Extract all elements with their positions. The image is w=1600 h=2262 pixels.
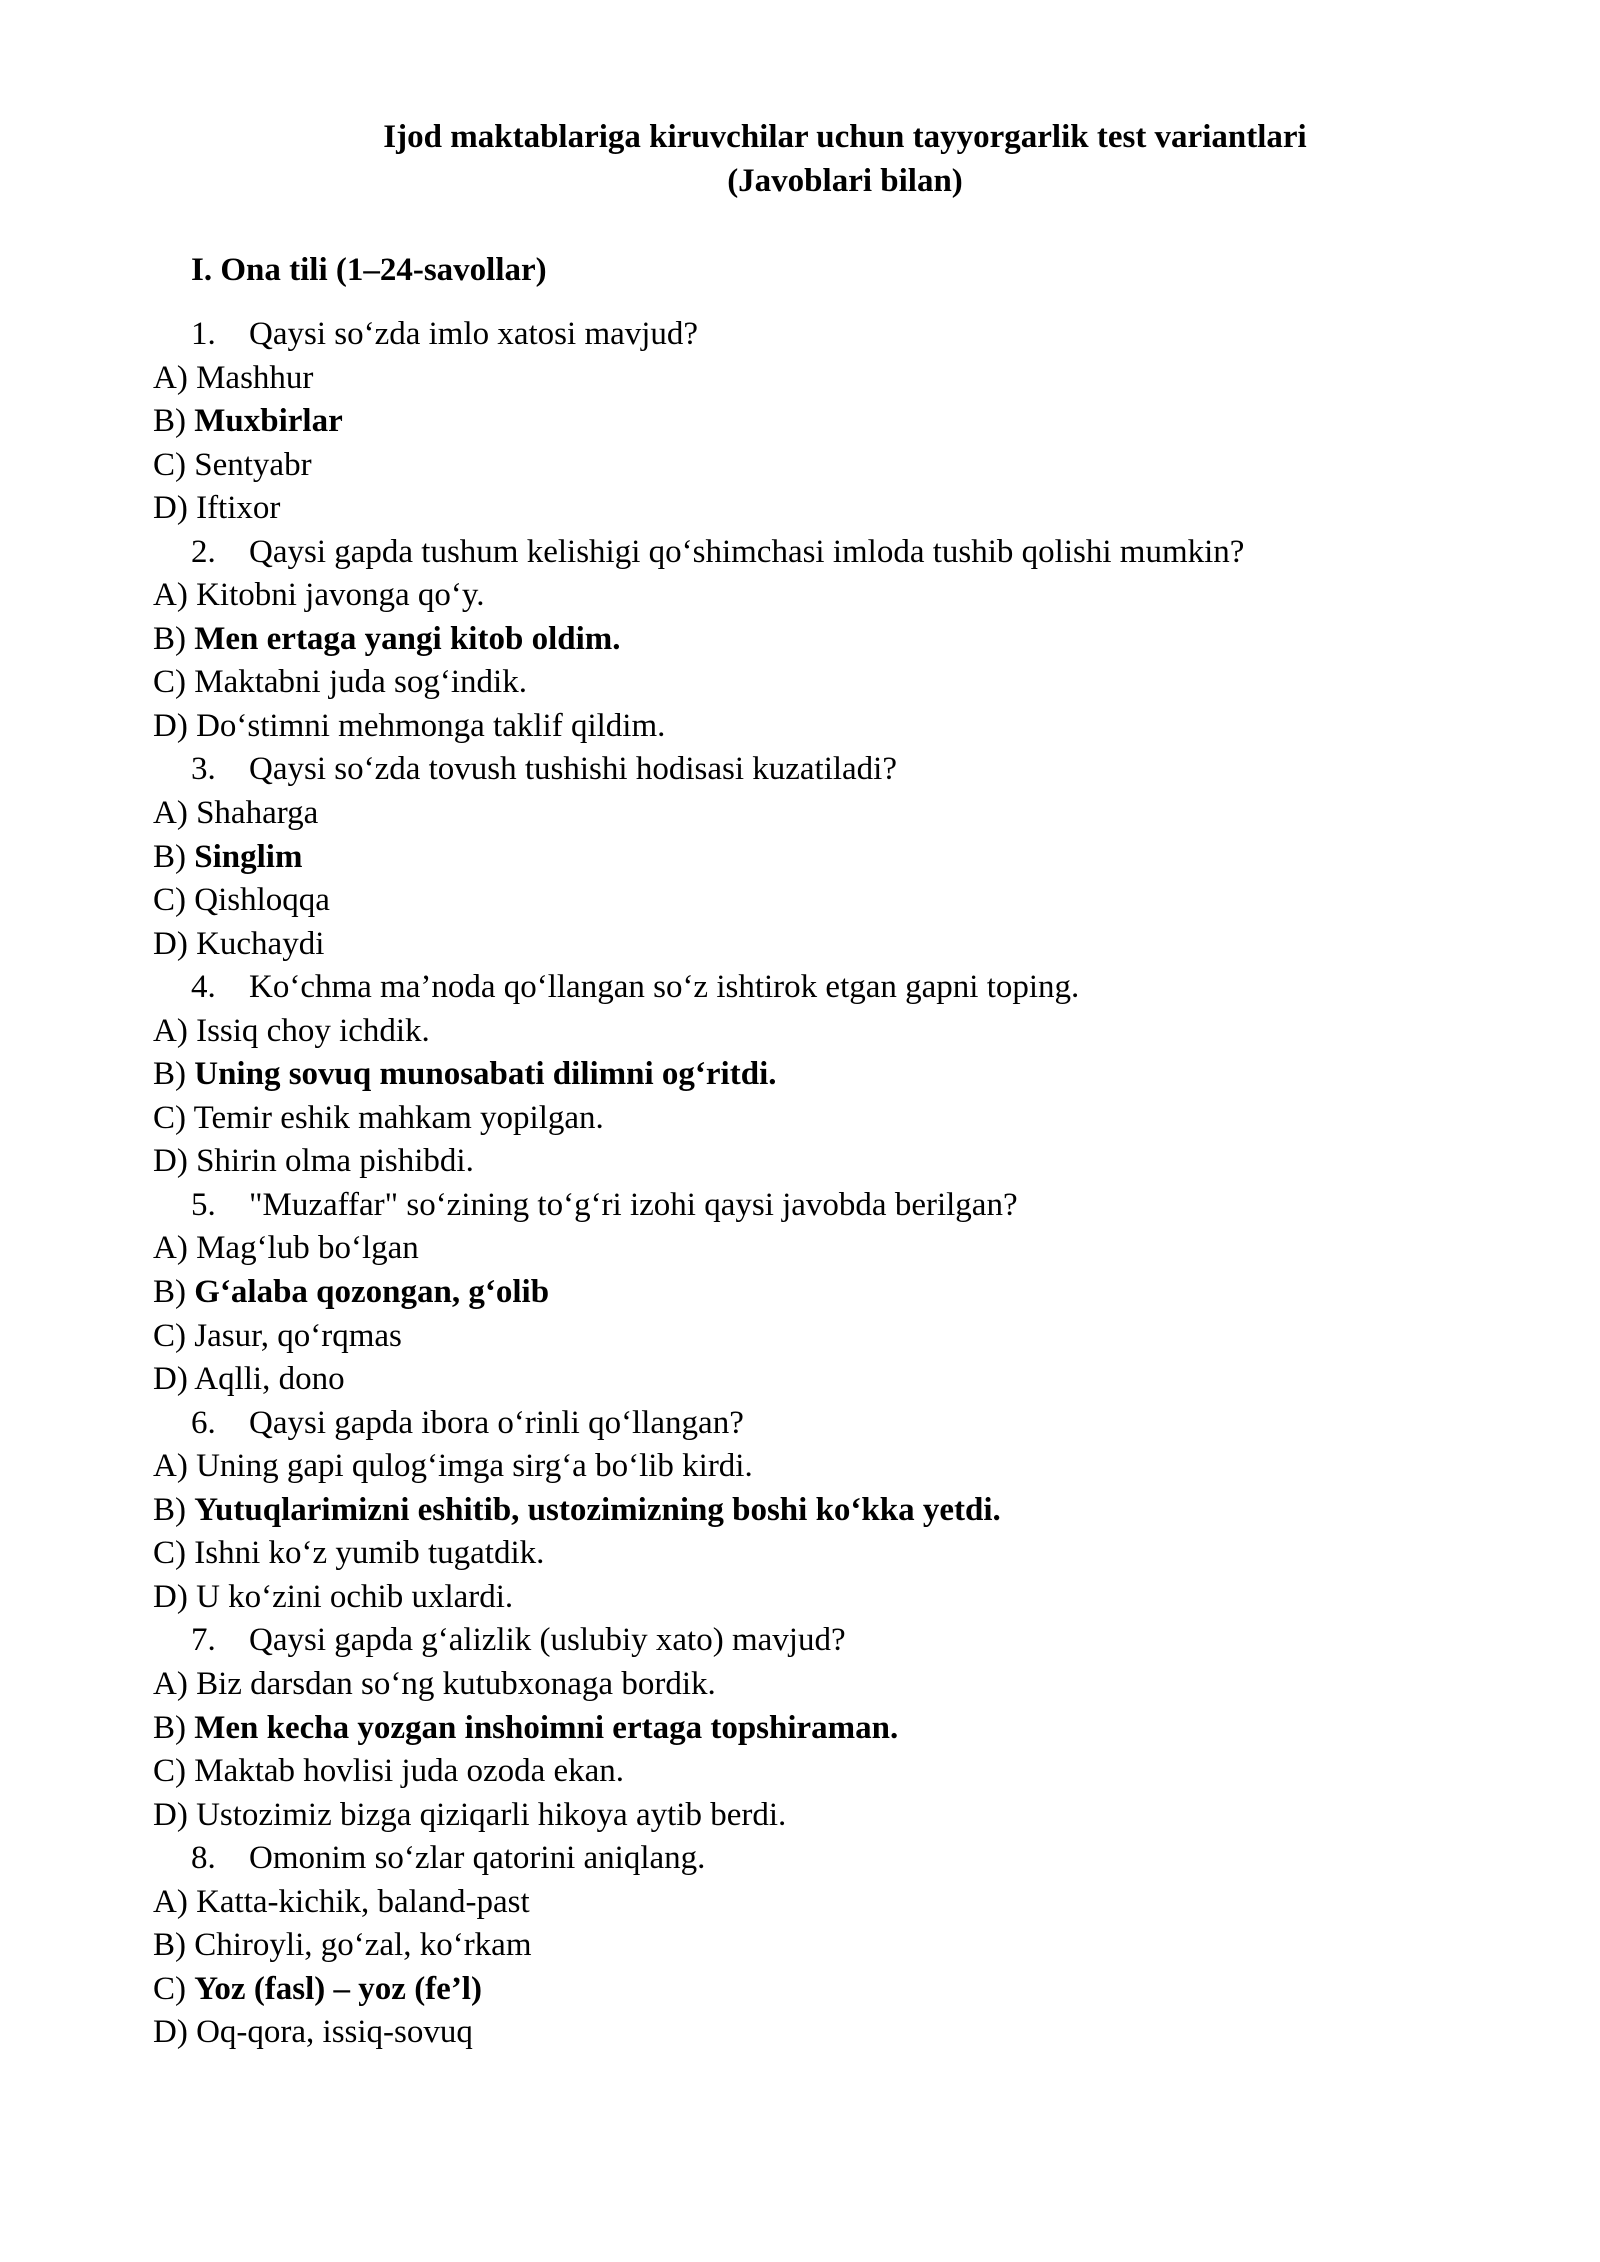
option-text: Oq-qora, issiq-sovuq [196,2014,473,2051]
option-letter: C) [153,446,186,483]
correct-answer-text: G‘alaba qozongan, g‘olib [194,1274,550,1311]
option-letter: D) [153,1361,188,1398]
question-1-option-a [153,357,1453,401]
correct-answer-text: Uning sovuq munosabati dilimni og‘ritdi. [194,1056,777,1093]
question-list [153,313,1453,2055]
question-2-option-a [153,574,1453,618]
option-letter: A) [153,1883,188,1920]
question-8-option-a [153,1881,1453,1925]
option-text: Biz darsdan so‘ng kutubxonaga bordik. [196,1665,716,1702]
question-4-option-c [153,1097,1453,1141]
question-6-option-a [153,1445,1453,1489]
question-2-option-b [153,618,1453,662]
question-text: Qaysi gapda tushum kelishigi qo‘shimchasi imloda tushib qolishi mumkin? [249,533,1245,570]
correct-answer-text: Yutuqlarimizni eshitib, ustozimizning boshi ko‘kka yetdi. [194,1491,1001,1528]
option-text: Uning gapi qulog‘imga sirg‘a bo‘lib kirdi. [196,1448,753,1485]
question-6 [153,1402,1453,1446]
question-1-option-b [153,400,1453,444]
option-letter: A) [153,1230,188,1267]
option-text: Ishni ko‘z yumib tugatdik. [194,1535,545,1572]
correct-answer-text: Yoz (fasl) – yoz (fe’l) [194,1970,482,2007]
option-letter: B) [153,1927,186,1964]
correct-answer-text: Men kecha yozgan inshoimni ertaga topshiraman. [194,1709,899,1746]
question-number: 3. [191,751,216,788]
option-letter: D) [153,707,188,744]
option-letter: A) [153,577,188,614]
option-letter: C) [153,1317,186,1354]
question-text: Qaysi gapda g‘alizlik (uslubiy xato) mavjud? [249,1622,846,1659]
option-letter: C) [153,1099,186,1136]
option-text: Maktab hovlisi juda ozoda ekan. [194,1753,625,1790]
option-text: Mashhur [196,359,314,396]
question-2-option-d [153,705,1453,749]
question-number: 4. [191,969,216,1006]
option-text: Katta-kichik, baland-past [196,1883,530,1920]
question-7 [153,1619,1453,1663]
question-8-option-d [153,2011,1453,2055]
question-1 [153,313,1453,357]
option-text: Jasur, qo‘rqmas [194,1317,402,1354]
question-2-option-c [153,661,1453,705]
option-letter: A) [153,795,188,832]
question-text: Qaysi gapda ibora o‘rinli qo‘llangan? [249,1404,744,1441]
option-letter: C) [153,882,186,919]
option-letter: D) [153,925,188,962]
option-letter: B) [153,1056,186,1093]
option-letter: A) [153,1012,188,1049]
correct-answer-text: Men ertaga yangi kitob oldim. [194,620,621,657]
question-7-option-a [153,1663,1453,1707]
question-8 [153,1837,1453,1881]
question-3-option-d [153,923,1453,967]
question-text: Qaysi so‘zda tovush tushishi hodisasi kuzatiladi? [249,751,897,788]
question-7-option-c [153,1750,1453,1794]
option-letter: B) [153,1491,186,1528]
question-4-option-b [153,1053,1453,1097]
question-4-option-d [153,1140,1453,1184]
option-text: Iftixor [196,490,281,527]
option-text: Sentyabr [194,446,312,483]
question-text: Qaysi so‘zda imlo xatosi mavjud? [249,316,699,352]
question-6-option-d [153,1576,1453,1620]
option-letter: A) [153,1665,188,1702]
question-5-option-b [153,1271,1453,1315]
option-text: Shaharga [196,795,319,832]
option-text: Ustozimiz bizga qiziqarli hikoya aytib berdi. [196,1796,787,1833]
option-text: Do‘stimni mehmonga taklif qildim. [196,707,666,744]
option-text: U ko‘zini ochib uxlardi. [196,1578,514,1615]
option-letter: B) [153,1274,186,1311]
question-number: 5. [191,1186,216,1223]
option-letter: B) [153,838,186,875]
document-title-line-2: (Javoblari bilan) [727,163,963,199]
option-letter: D) [153,1578,188,1615]
option-letter: D) [153,2014,188,2051]
question-text: Ko‘chma ma’noda qo‘llangan so‘z ishtirok etgan gapni toping. [249,969,1080,1006]
question-7-option-d [153,1794,1453,1838]
option-letter: A) [153,359,188,396]
question-8-option-c [153,1968,1453,2012]
option-text: Chiroyli, go‘zal, ko‘rkam [194,1927,532,1964]
question-7-option-b [153,1707,1453,1751]
question-number: 2. [191,533,216,570]
option-letter: D) [153,490,188,527]
correct-answer-text: Singlim [194,838,303,875]
option-letter: B) [153,403,186,440]
option-text: Issiq choy ichdik. [196,1012,430,1049]
option-letter: B) [153,1709,186,1746]
option-text: Maktabni juda sog‘indik. [194,664,527,701]
question-5-option-c [153,1315,1453,1359]
option-letter: A) [153,1448,188,1485]
option-letter: C) [153,1753,186,1790]
option-letter: C) [153,1970,186,2007]
question-3 [153,748,1453,792]
option-letter: D) [153,1143,188,1180]
question-6-option-c [153,1532,1453,1576]
document-title [300,115,1390,203]
option-text: Kitobni javonga qo‘y. [196,577,485,614]
question-1-option-c [153,444,1453,488]
correct-answer-text: Muxbirlar [194,403,343,440]
option-letter: C) [153,664,186,701]
question-5-option-a [153,1227,1453,1271]
document-title-line-1: Ijod maktablariga kiruvchilar uchun tayyorgarlik test variantlari [383,119,1307,155]
option-text: Mag‘lub bo‘lgan [196,1230,419,1267]
option-text: Temir eshik mahkam yopilgan. [193,1099,604,1136]
question-number: 1. [191,316,216,352]
question-3-option-c [153,879,1453,923]
option-letter: D) [153,1796,188,1833]
question-1-option-d [153,487,1453,531]
question-number: 7. [191,1622,216,1659]
question-number: 6. [191,1404,216,1441]
section-heading: I. Ona tili (1–24-savollar) [191,252,547,288]
question-4-option-a [153,1010,1453,1054]
question-6-option-b [153,1489,1453,1533]
option-text: Aqlli, dono [194,1361,345,1398]
option-text: Qishloqqa [194,882,330,919]
question-2 [153,531,1453,575]
option-text: Kuchaydi [196,925,325,962]
option-text: Shirin olma pishibdi. [196,1143,474,1180]
question-text: "Muzaffar" so‘zining to‘g‘ri izohi qaysi javobda berilgan? [249,1186,1018,1223]
question-3-option-a [153,792,1453,836]
question-4 [153,966,1453,1010]
option-letter: B) [153,620,186,657]
question-text: Omonim so‘zlar qatorini aniqlang. [249,1840,706,1877]
question-8-option-b [153,1924,1453,1968]
question-3-option-b [153,836,1453,880]
option-letter: C) [153,1535,186,1572]
question-5-option-d [153,1358,1453,1402]
question-number: 8. [191,1840,216,1877]
question-5 [153,1184,1453,1228]
